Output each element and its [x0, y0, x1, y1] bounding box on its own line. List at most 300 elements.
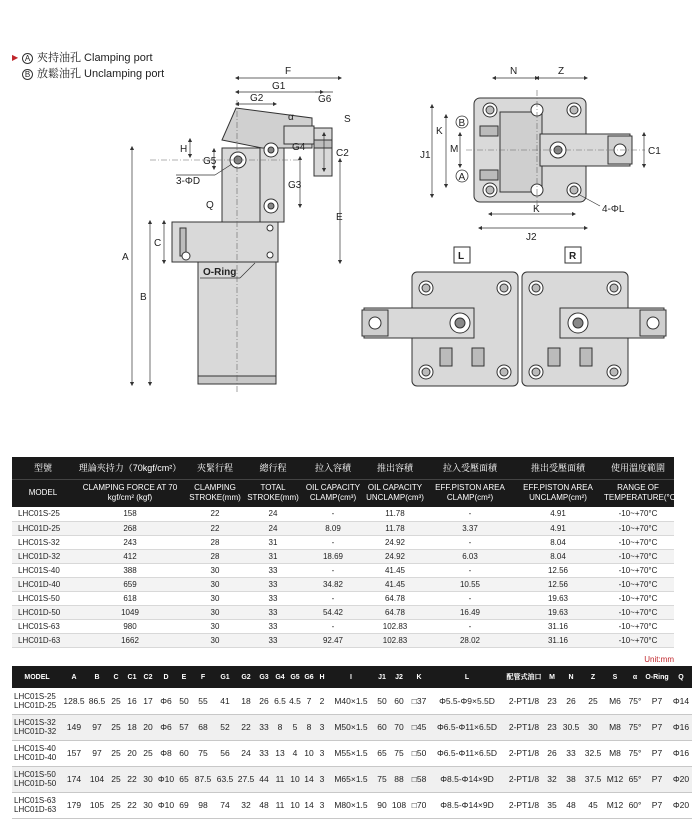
header-cell: G5 [288, 666, 302, 688]
unclamping-port-label: 放鬆油孔 Unclamping port [37, 68, 165, 80]
table-row [12, 507, 674, 521]
table-cell: - [426, 591, 514, 605]
table-row [12, 549, 674, 563]
performance-table-header-en [12, 479, 674, 507]
table-cell: 56 [214, 740, 236, 766]
circle-a-icon: A [22, 53, 33, 64]
table-cell: 75° [626, 714, 644, 740]
table-row [12, 740, 692, 766]
table-cell: 37.5 [582, 766, 604, 792]
table-cell: 10 [288, 766, 302, 792]
dim-A: A [122, 252, 129, 263]
table-cell: 2-PT1/8 [504, 714, 544, 740]
header-cn-cell: 使用溫度範圍 [602, 457, 674, 479]
table-cell: 412 [74, 549, 186, 563]
table-cell: 388 [74, 563, 186, 577]
header-cell: J1 [374, 666, 390, 688]
header-cell: G6 [302, 666, 316, 688]
table-cell: 30 [140, 792, 156, 818]
header-cell: M [544, 666, 560, 688]
table-cell: 20 [124, 740, 140, 766]
model-cell: LHC01D-32 [12, 549, 74, 563]
table-cell: 28 [186, 535, 244, 549]
table-cell: 24 [236, 740, 256, 766]
table-cell: 33 [244, 619, 302, 633]
table-cell: -10~+70°C [602, 633, 674, 647]
dimension-table [12, 666, 692, 819]
table-cell: - [302, 619, 364, 633]
table-cell: 60 [390, 688, 408, 714]
table-cell: M65×1.5 [328, 766, 374, 792]
table-cell: 64.78 [364, 591, 426, 605]
table-cell: 54.42 [302, 605, 364, 619]
dim-N: N [510, 66, 518, 77]
table-cell: 10 [302, 740, 316, 766]
table-cell: -10~+70°C [602, 563, 674, 577]
header-cell: I [328, 666, 374, 688]
table-cell: 14 [302, 792, 316, 818]
dim-J1: J1 [420, 150, 431, 161]
table-cell: 8.04 [514, 535, 602, 549]
view-R [522, 272, 666, 386]
table-cell: 128.5 [62, 688, 86, 714]
table-cell: 4.91 [514, 521, 602, 535]
table-cell: 108 [390, 792, 408, 818]
header-cell: H [316, 666, 328, 688]
table-cell: 1662 [74, 633, 186, 647]
table-cell: 16 [124, 688, 140, 714]
table-row [12, 605, 674, 619]
table-cell: Φ20 [670, 766, 692, 792]
performance-table [12, 457, 679, 648]
view-L-label: L [458, 251, 465, 262]
table-cell: 23 [544, 688, 560, 714]
header-cell: N [560, 666, 582, 688]
dim-alpha: α [288, 112, 294, 123]
table-cell: 24.92 [364, 549, 426, 563]
model-cell: LHC01D-50 [12, 605, 74, 619]
table-cell: M40×1.5 [328, 688, 374, 714]
table-row [12, 633, 674, 647]
table-cell: 64.78 [364, 605, 426, 619]
dim-K-bottom: K [533, 204, 540, 215]
table-cell: 618 [74, 591, 186, 605]
circle-b-icon: B [22, 69, 33, 80]
table-cell: 28.02 [426, 633, 514, 647]
header-en-cell: EFF.PISTON AREA CLAMP(cm²) [426, 479, 514, 507]
table-cell: 97 [86, 714, 108, 740]
table-cell: 26 [560, 688, 582, 714]
table-cell: 30 [186, 633, 244, 647]
header-cell: 配管式油口 [504, 666, 544, 688]
header-cell: G3 [256, 666, 272, 688]
table-cell: 60 [176, 740, 192, 766]
dim-3-phi-D: 3-ΦD [176, 176, 201, 187]
header-cell: F [192, 666, 214, 688]
table-cell: 157 [62, 740, 86, 766]
table-cell: 33 [244, 605, 302, 619]
table-cell: 75° [626, 740, 644, 766]
table-cell: 60 [374, 714, 390, 740]
table-row [12, 591, 674, 605]
table-cell: M8 [604, 740, 626, 766]
table-cell: -10~+70°C [602, 619, 674, 633]
table-cell: 18 [124, 714, 140, 740]
port-a-marker: A [458, 172, 466, 183]
table-cell: □70 [408, 792, 430, 818]
table-cell: 12.56 [514, 577, 602, 591]
table-cell: 8.09 [302, 521, 364, 535]
header-en-cell: EFF.PISTON AREA UNCLAMP(cm²) [514, 479, 602, 507]
table-cell: 3 [316, 740, 328, 766]
header-cn-cell: 夾緊行程 [186, 457, 244, 479]
table-cell: 11.78 [364, 507, 426, 521]
table-row [12, 535, 674, 549]
table-cell: 27.5 [236, 766, 256, 792]
table-cell: - [302, 591, 364, 605]
table-cell: 158 [74, 507, 186, 521]
table-cell: 8.04 [514, 549, 602, 563]
table-cell: 10.55 [426, 577, 514, 591]
header-cell: C [108, 666, 124, 688]
table-cell: 50 [176, 688, 192, 714]
table-cell: 41.45 [364, 577, 426, 591]
table-row [12, 521, 674, 535]
table-cell: 31.16 [514, 633, 602, 647]
table-cell: 22 [186, 521, 244, 535]
table-cell: 30 [186, 563, 244, 577]
table-cell: 16.49 [426, 605, 514, 619]
table-cell: 30 [140, 766, 156, 792]
dim-K-left: K [436, 126, 443, 137]
table-cell: 33 [244, 577, 302, 591]
table-cell: 4.5 [288, 688, 302, 714]
table-cell: 3 [316, 714, 328, 740]
bolt [314, 128, 332, 176]
table-cell: 26 [256, 688, 272, 714]
table-cell: M50×1.5 [328, 714, 374, 740]
header-en-cell: CLAMPING FORCE AT 70 kgf/cm² (kgf) [74, 479, 186, 507]
dim-G2: G2 [250, 93, 264, 104]
dim-Z: Z [558, 66, 565, 77]
table-cell: 25 [108, 766, 124, 792]
model-cell: LHC01S-40 LHC01D-40 [12, 740, 62, 766]
table-cell: 41.45 [364, 563, 426, 577]
table-cell: 102.83 [364, 633, 426, 647]
table-cell: Φ14 [670, 688, 692, 714]
table-cell: 97 [86, 740, 108, 766]
header-cell: E [176, 666, 192, 688]
table-cell: 30 [582, 714, 604, 740]
table-cell: -10~+70°C [602, 507, 674, 521]
header-cell: α [626, 666, 644, 688]
header-cn-cell: 推出容積 [364, 457, 426, 479]
table-cell: 75 [192, 740, 214, 766]
table-cell: 14 [302, 766, 316, 792]
dim-G3: G3 [288, 180, 302, 191]
header-cn-cell: 理論夾持力（70kgf/cm²） [74, 457, 186, 479]
table-cell: 149 [62, 714, 86, 740]
table-cell: 10 [288, 792, 302, 818]
dimension-table-header [12, 666, 692, 688]
table-row [12, 688, 692, 714]
dim-B: B [140, 292, 147, 303]
table-cell: -10~+70°C [602, 535, 674, 549]
table-cell: 75 [390, 740, 408, 766]
table-cell: 34.82 [302, 577, 364, 591]
table-cell: 30.5 [560, 714, 582, 740]
table-cell: 86.5 [86, 688, 108, 714]
table-cell: 17 [140, 688, 156, 714]
table-cell: 31.16 [514, 619, 602, 633]
table-cell: 33 [244, 633, 302, 647]
model-cell: LHC01D-40 [12, 577, 74, 591]
table-row [12, 577, 674, 591]
table-cell: 22 [186, 507, 244, 521]
table-cell: 11 [272, 792, 288, 818]
table-cell: Φ16 [670, 740, 692, 766]
table-cell: M6 [604, 688, 626, 714]
dim-G6: G6 [318, 94, 332, 105]
dim-C2: C2 [336, 148, 349, 159]
header-cell: D [156, 666, 176, 688]
table-cell: 5 [288, 714, 302, 740]
header-en-cell: OIL CAPACITY UNCLAMP(cm³) [364, 479, 426, 507]
header-cn-cell: 拉入容積 [302, 457, 364, 479]
table-cell: 11.78 [364, 521, 426, 535]
table-cell: 32 [236, 792, 256, 818]
header-cn-cell: 推出受壓面積 [514, 457, 602, 479]
header-cell: B [86, 666, 108, 688]
dim-4-phi-L: 4-ΦL [602, 204, 625, 215]
performance-table-header-cn [12, 457, 674, 479]
view-R-label: R [569, 251, 577, 262]
table-cell: 90 [374, 792, 390, 818]
table-cell: 31 [244, 535, 302, 549]
header-cell: G1 [214, 666, 236, 688]
table-cell: - [302, 563, 364, 577]
side-view [172, 108, 332, 384]
table-cell: 25 [140, 740, 156, 766]
table-cell: 22 [124, 766, 140, 792]
table-cell: 50 [374, 688, 390, 714]
table-cell: 75 [374, 766, 390, 792]
table-cell: 2-PT1/8 [504, 792, 544, 818]
table-cell: Φ6.5-Φ11×6.5D [430, 740, 504, 766]
table-cell: 8 [272, 714, 288, 740]
header-en-cell: OIL CAPACITY CLAMP(cm³) [302, 479, 364, 507]
oring-label: O-Ring [203, 267, 237, 278]
header-cell: Z [582, 666, 604, 688]
table-cell: M55×1.5 [328, 740, 374, 766]
table-cell: - [302, 507, 364, 521]
table-cell: 30 [186, 577, 244, 591]
dim-F: F [285, 66, 292, 77]
table-cell: 68 [192, 714, 214, 740]
header-cell: S [604, 666, 626, 688]
table-cell: 19.63 [514, 605, 602, 619]
port-b-marker: B [458, 118, 466, 129]
table-cell: M80×1.5 [328, 792, 374, 818]
table-cell: 268 [74, 521, 186, 535]
table-cell: P7 [644, 740, 670, 766]
table-cell: 70 [390, 714, 408, 740]
model-cell: LHC01S-25 [12, 507, 74, 521]
table-row [12, 714, 692, 740]
table-cell: Φ10 [156, 766, 176, 792]
table-cell: 65 [374, 740, 390, 766]
table-cell: 2-PT1/8 [504, 766, 544, 792]
table-cell: 3 [316, 792, 328, 818]
header-cell: K [408, 666, 430, 688]
dim-C: C [154, 238, 162, 249]
model-cell: LHC01S-32 LHC01D-32 [12, 714, 62, 740]
table-cell: □50 [408, 740, 430, 766]
table-cell: 18.69 [302, 549, 364, 563]
table-cell: 98 [192, 792, 214, 818]
table-cell: 30 [186, 591, 244, 605]
table-cell: Φ5.5-Φ9×5.5D [430, 688, 504, 714]
table-cell: 52 [214, 714, 236, 740]
header-cell: O-Ring [644, 666, 670, 688]
model-cell: LHC01D-25 [12, 521, 74, 535]
table-cell: 44 [256, 766, 272, 792]
table-cell: 18 [236, 688, 256, 714]
dim-E: E [336, 212, 343, 223]
dim-H: H [180, 144, 188, 155]
table-cell: 41 [214, 688, 236, 714]
table-cell: 74 [214, 792, 236, 818]
table-cell: 26 [544, 740, 560, 766]
table-cell: 8 [302, 714, 316, 740]
table-cell: Φ8 [156, 740, 176, 766]
header-cell: G2 [236, 666, 256, 688]
header-cn-cell: 型號 [12, 457, 74, 479]
dim-C1: C1 [648, 146, 661, 157]
dim-S: S [344, 114, 351, 125]
table-row [12, 563, 674, 577]
table-cell: - [426, 563, 514, 577]
table-cell: 4.91 [514, 507, 602, 521]
table-cell: -10~+70°C [602, 605, 674, 619]
table-cell: P7 [644, 688, 670, 714]
header-en-cell: CLAMPING STROKE(mm) [186, 479, 244, 507]
model-cell: LHC01S-32 [12, 535, 74, 549]
table-cell: 22 [124, 792, 140, 818]
arrow-icon: ▶ [12, 53, 19, 62]
table-cell: M12 [604, 792, 626, 818]
header-cell: C2 [140, 666, 156, 688]
table-cell: P7 [644, 714, 670, 740]
table-cell: - [426, 619, 514, 633]
table-cell: P7 [644, 766, 670, 792]
top-view [474, 98, 632, 202]
header-cell: J2 [390, 666, 408, 688]
model-cell: LHC01S-50 LHC01D-50 [12, 766, 62, 792]
table-cell: Φ6 [156, 714, 176, 740]
table-cell: 25 [108, 688, 124, 714]
header-cell: A [62, 666, 86, 688]
table-cell: 33 [256, 740, 272, 766]
table-cell: -10~+70°C [602, 591, 674, 605]
model-cell: LHC01S-25 LHC01D-25 [12, 688, 62, 714]
table-cell: Φ6.5-Φ11×6.5D [430, 714, 504, 740]
table-cell: 32.5 [582, 740, 604, 766]
table-cell: 2-PT1/8 [504, 740, 544, 766]
table-cell: 11 [272, 766, 288, 792]
table-cell: 24 [244, 507, 302, 521]
model-cell: LHC01S-63 LHC01D-63 [12, 792, 62, 818]
dim-M: M [450, 144, 459, 155]
dim-G1: G1 [272, 81, 286, 92]
header-cell: G4 [272, 666, 288, 688]
table-cell: 2-PT1/8 [504, 688, 544, 714]
header-cell: L [430, 666, 504, 688]
table-cell: 33 [244, 591, 302, 605]
table-cell: 88 [390, 766, 408, 792]
header-en-cell: RANGE OF TEMPERATURE(°C) [602, 479, 674, 507]
table-cell: 48 [256, 792, 272, 818]
table-cell: 25 [108, 792, 124, 818]
table-cell: 23 [544, 714, 560, 740]
table-cell: 243 [74, 535, 186, 549]
table-cell: 33 [256, 714, 272, 740]
table-cell: 65 [176, 766, 192, 792]
header-cn-cell: 拉入受壓面積 [426, 457, 514, 479]
table-cell: 3.37 [426, 521, 514, 535]
clamping-port-label: 夾持油孔 Clamping port [37, 52, 153, 64]
table-cell: 33 [560, 740, 582, 766]
table-cell: 63.5 [214, 766, 236, 792]
table-cell: 38 [560, 766, 582, 792]
table-cell: 35 [544, 792, 560, 818]
table-cell: 20 [140, 714, 156, 740]
table-cell: 25 [108, 714, 124, 740]
table-cell: 2 [316, 688, 328, 714]
table-cell: 87.5 [192, 766, 214, 792]
table-cell: 92.47 [302, 633, 364, 647]
table-cell: 24.92 [364, 535, 426, 549]
table-cell: Φ8.5-Φ14×9D [430, 792, 504, 818]
table-cell: 7 [302, 688, 316, 714]
table-cell: M8 [604, 714, 626, 740]
table-cell: 12.56 [514, 563, 602, 577]
table-cell: 3 [316, 766, 328, 792]
table-cell: Φ20 [670, 792, 692, 818]
table-cell: 1049 [74, 605, 186, 619]
table-cell: 45 [582, 792, 604, 818]
table-cell: 6.5 [272, 688, 288, 714]
table-cell: P7 [644, 792, 670, 818]
table-cell: 22 [236, 714, 256, 740]
header-cell: C1 [124, 666, 140, 688]
table-row [12, 792, 692, 818]
dim-G5: G5 [203, 156, 217, 167]
table-cell: -10~+70°C [602, 549, 674, 563]
dim-G4: G4 [292, 142, 306, 153]
table-cell: -10~+70°C [602, 577, 674, 591]
table-cell: 179 [62, 792, 86, 818]
table-cell: - [426, 507, 514, 521]
table-cell: 13 [272, 740, 288, 766]
dim-Q: Q [206, 200, 214, 211]
table-cell: Φ8.5-Φ14×9D [430, 766, 504, 792]
table-cell: Φ16 [670, 714, 692, 740]
table-cell: 65° [626, 766, 644, 792]
table-cell: 57 [176, 714, 192, 740]
header-en-cell: TOTAL STROKE(mm) [244, 479, 302, 507]
table-cell: - [426, 535, 514, 549]
